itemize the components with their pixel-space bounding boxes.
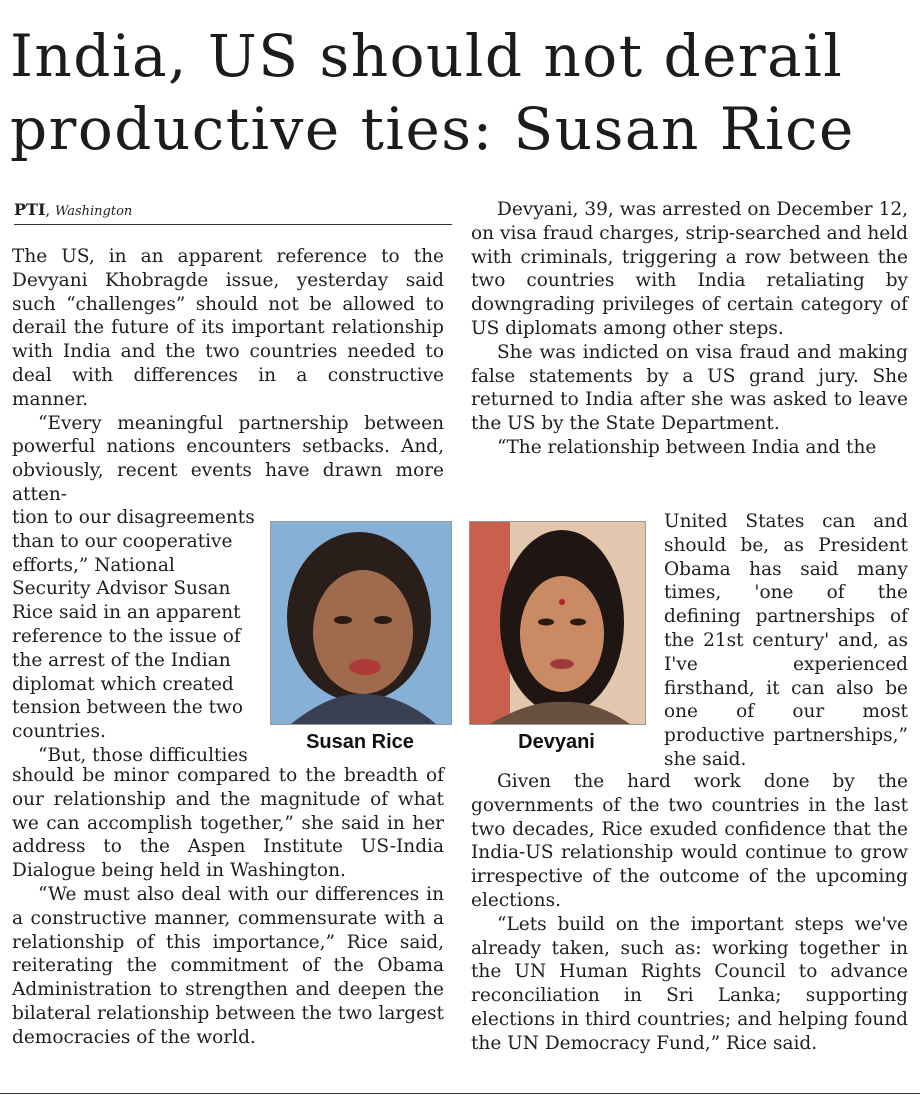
headline [10,20,915,166]
right-paragraph-3-top: “The relationship between India and the [497,436,877,458]
devyani-photo [469,521,646,725]
byline-agency: PTI [14,200,46,219]
left-column-lower [12,764,444,1050]
left-paragraph-1: The US, in an apparent reference to the Devyani Khobragde issue, yesterday said such “challenges” should not be allowed to derail the future of its important relationship with India and the two countries needed to deal with differences in a constructive manner. [12,246,444,410]
byline: PTI, Washington [14,200,452,225]
byline-place: Washington [54,204,133,219]
right-column [471,198,908,460]
devyani-portrait-icon [470,522,645,724]
susan-rice-portrait-icon [271,522,451,724]
left-column [12,245,444,507]
right-paragraph-1: Devyani, 39, was arrested on December 12, on visa fraud charges, strip-searched and held with criminals, triggering a row between the two countries with India retaliating by downgrading privileges of certain category of US diplomats among other steps. [471,199,908,339]
susan-rice-photo [270,521,452,725]
left-paragraph-3-start: “But, those difficulties [38,744,248,766]
bottom-rule [0,1093,920,1094]
susan-rice-caption: Susan Rice [306,731,414,753]
left-paragraph-4: “We must also deal with our differences in a constructive manner, commensurate with a relationship of this importance,” Rice said, reiterating the commitment of the Obama Administration to strengthen and deepen the bilateral relationship between the two largest democracies of the world. [12,883,444,1048]
right-wrap-text [664,510,908,772]
right-paragraph-4: Given the hard work done by the governments of the two countries in the last two decades, Rice exuded confidence that the India-US relationship would continue to grow irrespective of the outcome of the upcoming elections. [471,771,908,911]
headline-line-2: productive ties: Susan Rice [10,95,855,163]
left-wrap-text [12,506,255,768]
right-column-lower [471,770,908,1056]
left-paragraph-3-rest: should be minor compared to the breadth of our relationship and the magnitude of what we can accomplish together,” she said in her address to the Aspen Institute US-India Dialogue being held in Washington. [12,765,444,882]
left-paragraph-2-wrap: tion to our disagreements than to our cooperative efforts,” National Security Advisor Susan Rice said in an apparent reference to the issue of the arrest of the Indian diplomat which created tension between the two countries. [12,507,255,743]
headline-line-1: India, US should not derail [10,22,844,90]
devyani-caption: Devyani [518,731,595,753]
right-paragraph-2: She was indicted on visa fraud and making false statements by a US grand jury. She returned to India after she was asked to leave the US by the State Department. [471,341,908,435]
right-paragraph-5: “Lets build on the important steps we've already taken, such as: working together in the UN Human Rights Council to advance reconciliation in Sri Lanka; supporting elections in third countries; and helping found the UN Democracy Fund,” Rice said. [471,913,908,1054]
right-paragraph-3-wrap: United States can and should be, as President Obama has said many times, 'one of the defining partnerships of the 21st century' and, as I've experienced firsthand, it can also be one of our most productive partnerships,” she said. [664,511,908,770]
left-paragraph-2-top: “Every meaningful partnership between powerful nations encounters setbacks. And, obviously, recent events have drawn more atten- [12,412,444,505]
